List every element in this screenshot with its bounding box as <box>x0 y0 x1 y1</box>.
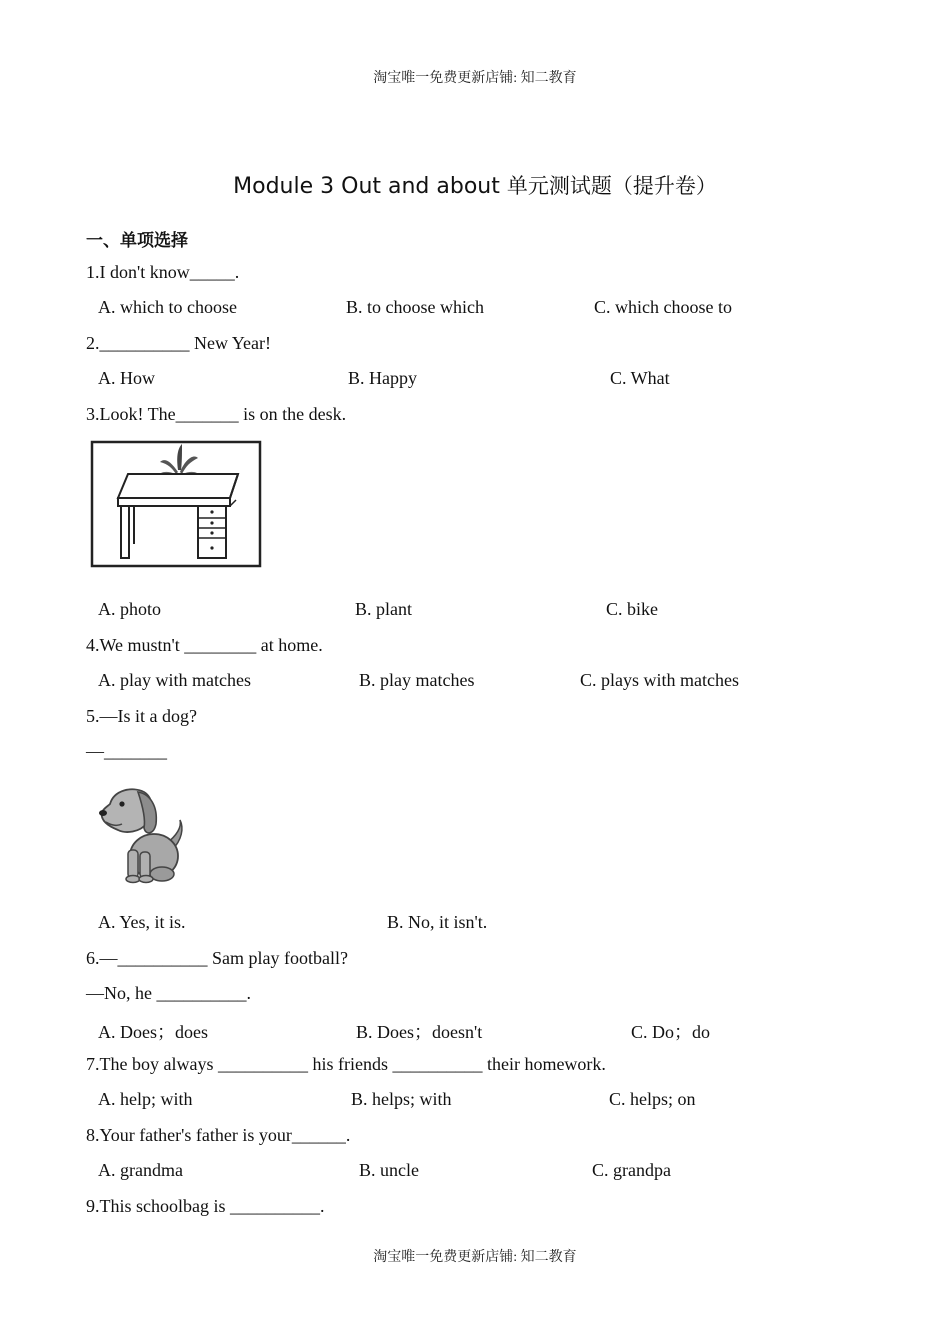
question-7-option-b: B. helps; with <box>351 1089 452 1109</box>
page-title <box>0 170 950 200</box>
question-6-answer-line: —No, he __________. <box>86 983 251 1003</box>
question-7-stem: 7.The boy always __________ his friends __________ their homework. <box>86 1054 606 1074</box>
question-8-stem: 8.Your father's father is your______. <box>86 1125 351 1145</box>
question-8-option-b: B. uncle <box>359 1160 419 1180</box>
question-5-option-a: A. Yes, it is. <box>98 912 186 932</box>
question-4-option-c: C. plays with matches <box>580 670 739 690</box>
title-chinese: 单元测试题（提升卷） <box>506 174 717 198</box>
title-english: Module 3 Out and about <box>233 174 507 199</box>
question-3-option-c: C. bike <box>606 599 658 619</box>
question-4-option-b: B. play matches <box>359 670 475 690</box>
question-1-option-a: A. which to choose <box>98 297 237 317</box>
question-8-option-c: C. grandpa <box>592 1160 671 1180</box>
question-5-option-b: B. No, it isn't. <box>387 912 488 932</box>
question-6-option-a: A. Does；does <box>98 1022 208 1042</box>
question-6-stem: 6.—__________ Sam play football? <box>86 948 348 968</box>
question-2-option-a: A. How <box>98 368 155 388</box>
question-9-stem: 9.This schoolbag is __________. <box>86 1196 325 1216</box>
section-heading: 一、单项选择 <box>86 231 188 251</box>
question-1-option-b: B. to choose which <box>346 297 484 317</box>
question-7-option-a: A. help; with <box>98 1089 193 1109</box>
question-5-stem: 5.—Is it a dog? <box>86 706 197 726</box>
question-7-option-c: C. helps; on <box>609 1089 696 1109</box>
question-4-option-a: A. play with matches <box>98 670 251 690</box>
question-3-option-b: B. plant <box>355 599 412 619</box>
question-3-option-a: A. photo <box>98 599 161 619</box>
question-8-option-a: A. grandma <box>98 1160 183 1180</box>
page-footer: 淘宝唯一免费更新店铺: 知二教育 <box>373 1250 577 1265</box>
question-2-option-b: B. Happy <box>348 368 417 388</box>
question-6-option-b: B. Does；doesn't <box>356 1022 483 1042</box>
question-2-option-c: C. What <box>610 368 670 388</box>
question-6-option-c: C. Do；do <box>631 1022 711 1042</box>
question-4-stem: 4.We mustn't ________ at home. <box>86 635 323 655</box>
question-1-stem: 1.I don't know_____. <box>86 262 240 282</box>
dog-image <box>88 780 188 886</box>
question-2-stem: 2.__________ New Year! <box>86 333 271 353</box>
question-3-stem: 3.Look! The_______ is on the desk. <box>86 404 347 424</box>
question-5-answer-line: —_______ <box>86 741 167 761</box>
question-1-option-c: C. which choose to <box>594 297 732 317</box>
desk-with-plant-image <box>90 440 262 568</box>
page-header: 淘宝唯一免费更新店铺: 知二教育 <box>373 71 577 86</box>
